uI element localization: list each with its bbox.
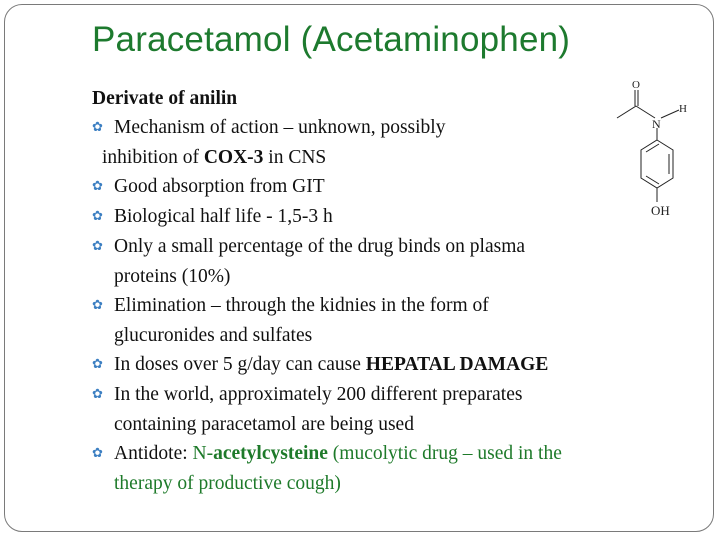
antidote-label: Antidote: bbox=[114, 443, 193, 464]
absorption-text: Good absorption from GIT bbox=[114, 176, 325, 197]
antidote-desc-cont: therapy of productive cough) bbox=[114, 473, 341, 494]
bullet-absorption bbox=[92, 172, 632, 202]
mechanism-text-a: Mechanism of action – unknown, possibly bbox=[114, 117, 446, 138]
mechanism-text-b: inhibition of bbox=[102, 147, 204, 168]
elimination-text-a: Elimination – through the kidnies in the form of bbox=[114, 295, 489, 316]
cox3-text: COX-3 bbox=[203, 147, 264, 168]
bullet-mechanism bbox=[92, 113, 632, 143]
slide-title: Paracetamol (Acetaminophen) bbox=[92, 20, 571, 59]
bullet-icon: ✿ bbox=[92, 445, 103, 460]
bullet-binding-cont bbox=[92, 262, 632, 291]
antidote-n: N- bbox=[192, 443, 214, 464]
bullet-elimination bbox=[92, 291, 632, 321]
slide-content bbox=[92, 84, 632, 498]
bullet-icon: ✿ bbox=[92, 356, 103, 371]
nitrogen-label: N bbox=[652, 117, 661, 131]
bullet-world-cont bbox=[92, 410, 632, 439]
half-life-text: Biological half life - 1,5-3 h bbox=[114, 206, 333, 227]
bullet-elimination-cont bbox=[92, 321, 632, 350]
hydroxyl-label: OH bbox=[651, 203, 670, 218]
nh-bond bbox=[661, 110, 679, 118]
bullet-icon: ✿ bbox=[92, 297, 103, 312]
paracetamol-structure-diagram bbox=[595, 78, 705, 228]
bullet-binding bbox=[92, 232, 632, 262]
bullet-icon: ✿ bbox=[92, 178, 103, 193]
antidote-drug: acetylcysteine bbox=[213, 443, 328, 464]
hydrogen-label: H bbox=[679, 103, 687, 115]
bullet-icon: ✿ bbox=[92, 238, 103, 253]
section-heading: Derivate of anilin bbox=[92, 88, 238, 109]
binding-text-a: Only a small percentage of the drug binds on plasma bbox=[114, 236, 526, 257]
oxygen-label: O bbox=[632, 79, 640, 91]
bullet-icon: ✿ bbox=[92, 386, 103, 401]
binding-text-b: proteins (10%) bbox=[114, 266, 231, 287]
bullet-antidote bbox=[92, 439, 632, 469]
bullet-half-life bbox=[92, 202, 632, 232]
antidote-desc: (mucolytic drug – used in the bbox=[327, 443, 562, 464]
bullet-world bbox=[92, 380, 632, 410]
bullet-mechanism-cont bbox=[92, 143, 632, 172]
bullet-antidote-cont bbox=[92, 469, 632, 498]
bullet-icon: ✿ bbox=[92, 119, 103, 134]
doses-text-a: In doses over 5 g/day can cause bbox=[114, 354, 366, 375]
elimination-text-b: glucuronides and sulfates bbox=[114, 325, 313, 346]
methyl-bond bbox=[617, 106, 636, 118]
world-text-a: In the world, approximately 200 different preparates bbox=[114, 384, 523, 405]
benzene-ring bbox=[641, 140, 673, 188]
world-text-b: containing paracetamol are being used bbox=[114, 414, 414, 435]
mechanism-text-d: in CNS bbox=[263, 147, 327, 168]
bullet-doses bbox=[92, 350, 632, 380]
bullet-icon: ✿ bbox=[92, 208, 103, 223]
hepatal-damage-text: HEPATAL DAMAGE bbox=[365, 354, 549, 375]
